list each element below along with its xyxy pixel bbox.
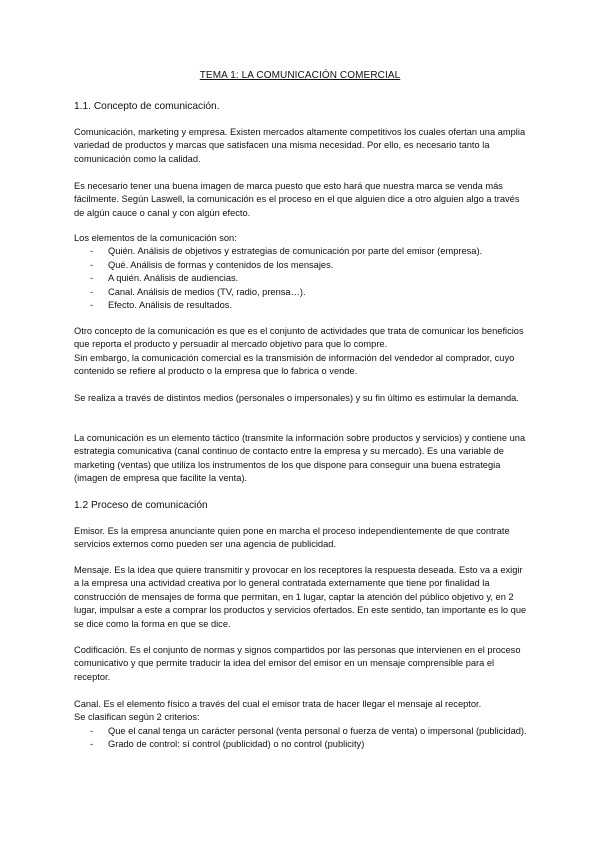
paragraph-other-concept-a: Otro concepto de la comunicación es que es el conjunto de actividades que trata de comunicar los beneficios que reporta el producto y persuadir al mercado objetivo para que lo compre. — [74, 326, 524, 350]
list-item: - Qué. Análisis de formas y contenidos de los mensajes. — [74, 259, 530, 272]
elements-section — [74, 232, 530, 312]
paragraph-tactical-element: La comunicación es un elemento táctico (transmite la información sobre productos y servicios) y contiene una estrategia comunicativa (canal continuo de contacto entre la empresa y su mercado). Es una variable de marketing (ventas) que utiliza los instrumentos de los que dispone para conseguir una buena estrategia (imagen de empresa que facilite la venta). — [74, 433, 526, 484]
paragraph-emisor: Emisor. Es la empresa anunciante quien pone en marcha el proceso independientemente de que contrate servicios externos como pueden ser una agencia de publicidad. — [74, 526, 510, 550]
paragraph-codificacion: Codificación. Es el conjunto de normas y signos compartidos por las personas que intervienen en el proceso comunicativo y que permite traducir la idea del emisor del emisor en un mensaje comprensible para el receptor. — [74, 645, 521, 682]
list-item: - Que el canal tenga un carácter personal (venta personal o fuerza de venta) o impersonal (publicidad). — [74, 725, 530, 738]
paragraph-communication-marketing: Comunicación, marketing y empresa. Existen mercados altamente competitivos los cuales ofertan una amplia variedad de productos y marcas que satisfacen una misma necesidad. Por ello, es necesario tanto la comunicación como la calidad. — [74, 127, 526, 164]
list-item: - Canal. Análisis de medios (TV, radio, prensa…). — [74, 286, 530, 299]
section-1-heading: 1.1. Concepto de comunicación. — [74, 101, 220, 112]
list-item: - Quién. Análisis de objetivos y estrategias de comunicación por parte del emisor (empresa). — [74, 245, 530, 258]
criteria-list — [74, 725, 530, 752]
elements-list — [74, 245, 530, 312]
elements-intro: Los elementos de la comunicación son: — [74, 233, 237, 243]
paragraph-brand-image: Es necesario tener una buena imagen de marca puesto que esto hará que nuestra marca se venda más fácilmente. Según Laswell, la comunicación es el proceso en el que alguien dice a otro alguien algo a través de algún cauce o canal y con algún efecto. — [74, 181, 520, 218]
paragraph-other-concept — [74, 325, 530, 379]
document-title: TEMA 1: LA COMUNICACIÓN COMERCIAL — [199, 70, 401, 81]
paragraph-other-concept-b: Sin embargo, la comunicación comercial es la transmisión de información del vendedor al comprador, cuyo contenido se refiere al producto o la empresa que lo fabrica o vende. — [74, 352, 515, 377]
paragraph-media: Se realiza a través de distintos medios (personales o impersonales) y su fin último es estimular la demanda. — [74, 393, 519, 403]
paragraph-mensaje: Mensaje. Es la idea que quiere transmitir y provocar en los receptores la respuesta deseada. Esto va a exigir a la empresa una actividad creativa por lo general contratada externamente que tiene por finalidad la construcción de mensajes de forma que permitan, en 1 lugar, captar la atención del público objetivo y, en 2 lugar, impulsar a este a comprar los productos y servicios ofertados. En este sentido, tan importante es lo que se dice como la forma en que se dice. — [74, 565, 527, 629]
list-item: - A quién. Análisis de audiencias. — [74, 272, 530, 285]
list-item: - Efecto. Análisis de resultados. — [74, 299, 530, 312]
criteria-intro: Se clasifican según 2 criterios: — [74, 712, 200, 723]
list-item: - Grado de control: sí control (publicidad) o no control (publicity) — [74, 738, 530, 751]
paragraph-canal: Canal. Es el elemento físico a través del cual el emisor trata de hacer llegar el mensaje al receptor. — [74, 699, 482, 709]
canal-section — [74, 698, 530, 752]
section-2-heading: 1.2 Proceso de comunicación — [74, 500, 208, 511]
